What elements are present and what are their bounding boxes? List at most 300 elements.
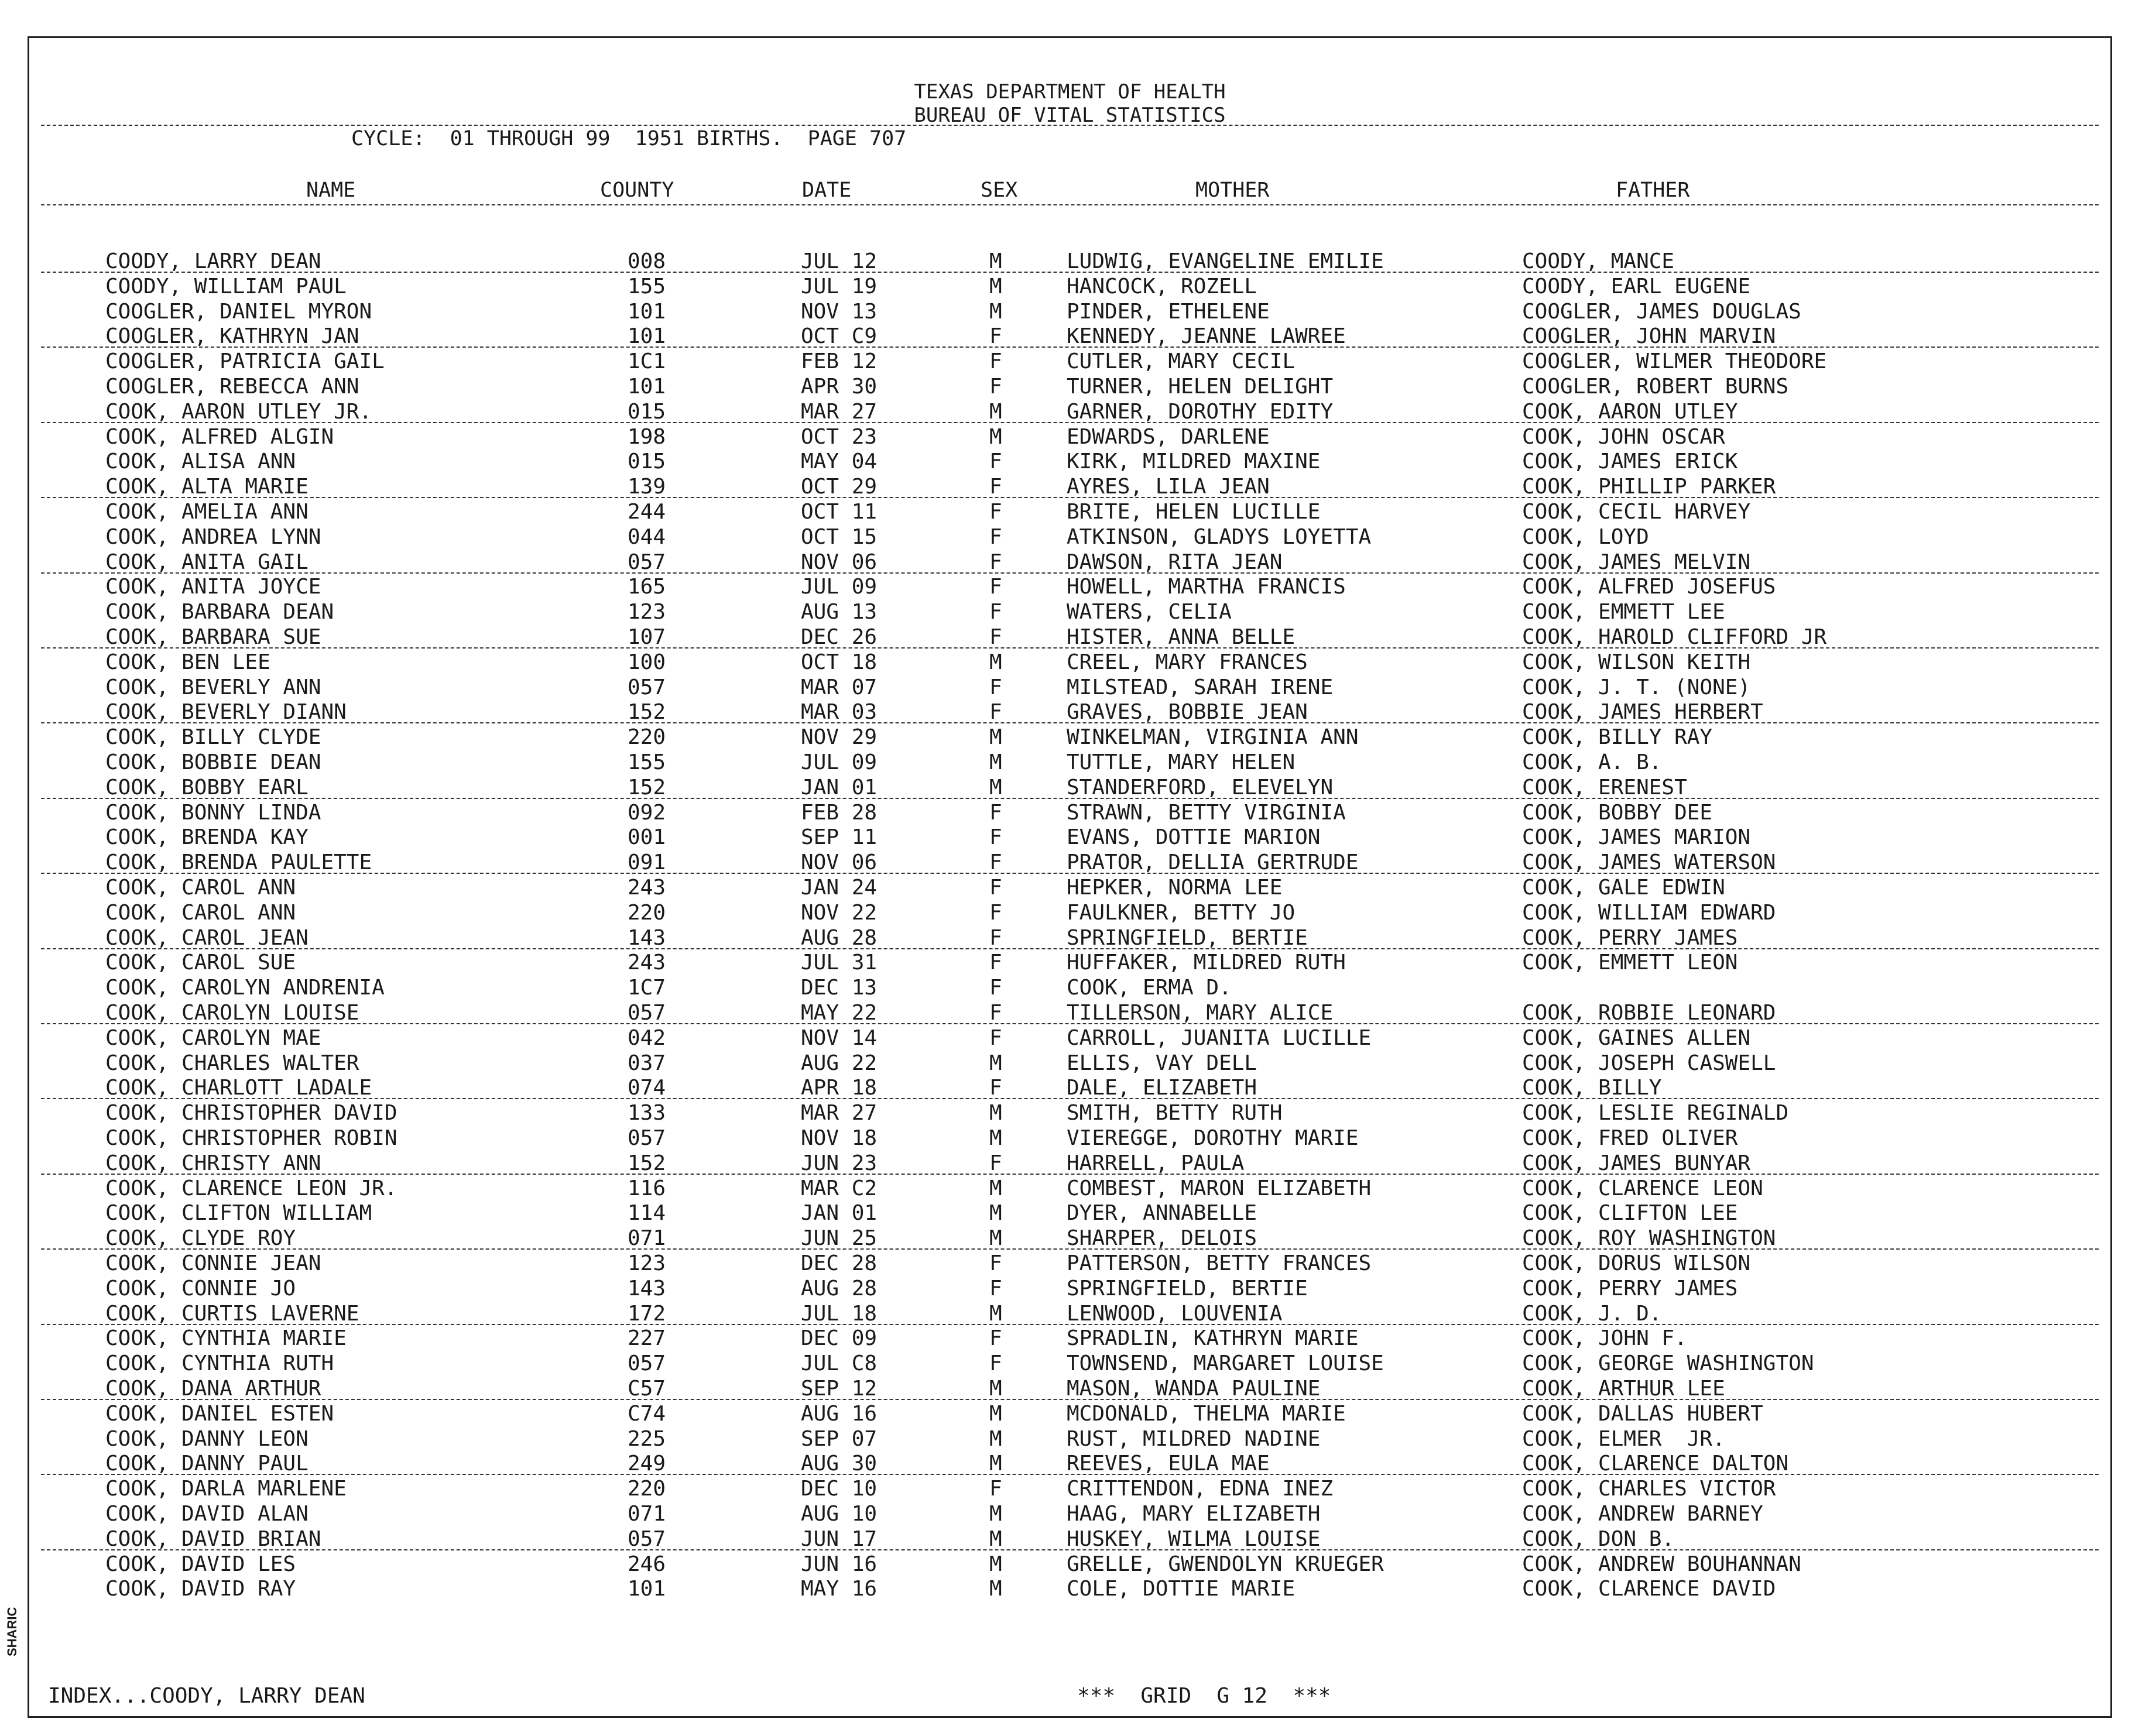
sex-cell: F (989, 951, 1002, 975)
date-cell: NOV 18 (801, 1126, 878, 1150)
father-cell: COOK, HAROLD CLIFFORD JR (1522, 625, 1827, 649)
county-cell: 057 (628, 1001, 666, 1025)
name-cell: COOK, BEN LEE (105, 650, 270, 674)
father-cell: COOK, BOBBY DEE (1522, 800, 1713, 825)
county-cell: 139 (628, 475, 666, 499)
name-cell: COOK, CONNIE JEAN (105, 1251, 321, 1275)
county-cell: 155 (628, 750, 666, 774)
sex-cell: F (989, 524, 1002, 549)
county-cell: 123 (628, 600, 666, 625)
sex-cell: F (989, 375, 1002, 399)
date-cell: JUL 09 (801, 750, 878, 774)
mother-cell: GARNER, DOROTHY EDITY (1067, 399, 1334, 424)
bureau-title: BUREAU OF VITAL STATISTICS (914, 104, 1226, 127)
sex-cell: F (989, 700, 1002, 725)
date-cell: JUL 09 (801, 575, 878, 599)
father-cell: COODY, MANCE (1522, 249, 1675, 273)
father-cell: COOK, PERRY JAMES (1522, 1276, 1738, 1301)
name-cell: COOK, CYNTHIA MARIE (105, 1326, 347, 1351)
father-cell: COOK, JAMES MARION (1522, 825, 1751, 850)
name-cell: COOK, ANITA GAIL (105, 550, 309, 574)
date-cell: FEB 28 (801, 800, 878, 825)
name-cell: COOK, ANITA JOYCE (105, 575, 321, 599)
sex-cell: M (989, 1126, 1002, 1150)
name-cell: COOK, BRENDA PAULETTE (105, 850, 372, 875)
date-cell: NOV 06 (801, 850, 878, 875)
sex-cell: M (989, 1101, 1002, 1126)
county-cell: 001 (628, 825, 666, 850)
column-header-rule (41, 204, 2099, 205)
county-cell: 116 (628, 1176, 666, 1200)
date-cell: NOV 14 (801, 1025, 878, 1050)
date-cell: DEC 10 (801, 1477, 878, 1501)
sex-cell: F (989, 1251, 1002, 1275)
father-cell: COOK, DORUS WILSON (1522, 1251, 1751, 1275)
date-cell: JUL 18 (801, 1301, 878, 1326)
sex-cell: M (989, 750, 1002, 774)
side-mark: SHARIC (5, 1607, 19, 1656)
date-cell: SEP 12 (801, 1377, 878, 1401)
mother-cell: CRITTENDON, EDNA INEZ (1067, 1477, 1334, 1501)
date-cell: AUG 16 (801, 1401, 878, 1426)
row-rule (41, 948, 2099, 949)
sex-cell: F (989, 625, 1002, 649)
mother-cell: ATKINSON, GLADYS LOYETTA (1067, 524, 1372, 549)
sex-cell: F (989, 450, 1002, 474)
sex-cell: M (989, 650, 1002, 674)
sex-cell: F (989, 1477, 1002, 1501)
name-cell: COOK, CHRISTY ANN (105, 1151, 321, 1175)
sex-cell: F (989, 324, 1002, 349)
name-cell: COOK, BILLY CLYDE (105, 725, 321, 750)
date-cell: JAN 24 (801, 876, 878, 900)
date-cell: AUG 28 (801, 1276, 878, 1301)
mother-cell: ELLIS, VAY DELL (1067, 1051, 1257, 1075)
sex-cell: F (989, 850, 1002, 875)
father-cell: COOK, ROY WASHINGTON (1522, 1226, 1776, 1251)
col-header-sex: SEX (981, 179, 1018, 202)
father-cell: COOK, WILLIAM EDWARD (1522, 900, 1776, 925)
county-cell: 057 (628, 1126, 666, 1150)
mother-cell: MILSTEAD, SARAH IRENE (1067, 675, 1334, 699)
name-cell: COOK, DARLA MARLENE (105, 1477, 347, 1501)
father-cell: COOGLER, ROBERT BURNS (1522, 375, 1789, 399)
name-cell: COOGLER, KATHRYN JAN (105, 324, 359, 349)
father-cell: COOK, JAMES WATERSON (1522, 850, 1776, 875)
col-header-county: COUNTY (600, 179, 674, 202)
county-cell: 107 (628, 625, 666, 649)
sex-cell: M (989, 1176, 1002, 1200)
father-cell: COOK, AARON UTLEY (1522, 399, 1738, 424)
father-cell: COOGLER, JOHN MARVIN (1522, 324, 1776, 349)
sex-cell: M (989, 1552, 1002, 1576)
date-cell: DEC 09 (801, 1326, 878, 1351)
county-cell: 091 (628, 850, 666, 875)
mother-cell: TOWNSEND, MARGARET LOUISE (1067, 1351, 1384, 1376)
county-cell: 057 (628, 550, 666, 574)
county-cell: 198 (628, 424, 666, 449)
row-rule (41, 647, 2099, 649)
date-cell: AUG 28 (801, 925, 878, 950)
county-cell: 101 (628, 324, 666, 349)
name-cell: COODY, WILLIAM PAUL (105, 274, 347, 299)
county-cell: 152 (628, 700, 666, 725)
date-cell: NOV 29 (801, 725, 878, 750)
father-cell: COOK, JAMES HERBERT (1522, 700, 1763, 725)
father-cell: COOK, JOHN F. (1522, 1326, 1687, 1351)
date-cell: JUL 12 (801, 249, 878, 273)
mother-cell: PATTERSON, BETTY FRANCES (1067, 1251, 1372, 1275)
county-cell: 1C7 (628, 976, 666, 1000)
row-rule (41, 1248, 2099, 1250)
sex-cell: M (989, 775, 1002, 800)
name-cell: COOK, DANA ARTHUR (105, 1377, 321, 1401)
county-cell: 042 (628, 1025, 666, 1050)
county-cell: 172 (628, 1301, 666, 1326)
name-cell: COOK, BOBBY EARL (105, 775, 309, 800)
date-cell: MAR 27 (801, 399, 878, 424)
sex-cell: F (989, 575, 1002, 599)
county-cell: 015 (628, 399, 666, 424)
father-cell: COOK, ROBBIE LEONARD (1522, 1001, 1776, 1025)
mother-cell: LUDWIG, EVANGELINE EMILIE (1067, 249, 1384, 273)
date-cell: JUN 17 (801, 1526, 878, 1551)
date-cell: MAY 16 (801, 1577, 878, 1601)
father-cell: COOK, GAINES ALLEN (1522, 1025, 1751, 1050)
father-cell: COOK, GEORGE WASHINGTON (1522, 1351, 1814, 1376)
sex-cell: M (989, 725, 1002, 750)
date-cell: JAN 01 (801, 1201, 878, 1226)
mother-cell: RUST, MILDRED NADINE (1067, 1426, 1321, 1451)
name-cell: COOK, CAROLYN MAE (105, 1025, 321, 1050)
mother-cell: COMBEST, MARON ELIZABETH (1067, 1176, 1372, 1200)
county-cell: 1C1 (628, 349, 666, 374)
date-cell: JUN 25 (801, 1226, 878, 1251)
sex-cell: F (989, 600, 1002, 625)
county-cell: 246 (628, 1552, 666, 1576)
father-cell: COOK, ELMER JR. (1522, 1426, 1725, 1451)
mother-cell: AYRES, LILA JEAN (1067, 475, 1270, 499)
date-cell: JAN 01 (801, 775, 878, 800)
county-cell: 225 (628, 1426, 666, 1451)
date-cell: MAR C2 (801, 1176, 878, 1200)
mother-cell: SHARPER, DELOIS (1067, 1226, 1257, 1251)
county-cell: 155 (628, 274, 666, 299)
father-cell: COOK, ALFRED JOSEFUS (1522, 575, 1776, 599)
name-cell: COOK, BARBARA DEAN (105, 600, 334, 625)
date-cell: AUG 22 (801, 1051, 878, 1075)
mother-cell: HUFFAKER, MILDRED RUTH (1067, 951, 1346, 975)
sex-cell: M (989, 274, 1002, 299)
row-rule (41, 1399, 2099, 1400)
sex-cell: M (989, 1526, 1002, 1551)
mother-cell: REEVES, EULA MAE (1067, 1452, 1270, 1476)
sex-cell: M (989, 1401, 1002, 1426)
father-cell: COOK, JAMES MELVIN (1522, 550, 1751, 574)
row-rule (41, 722, 2099, 723)
name-cell: COOK, CYNTHIA RUTH (105, 1351, 334, 1376)
date-cell: OCT 29 (801, 475, 878, 499)
name-cell: COOK, CLARENCE LEON JR. (105, 1176, 397, 1200)
sex-cell: M (989, 424, 1002, 449)
date-cell: DEC 28 (801, 1251, 878, 1275)
cycle-line: CYCLE: 01 THROUGH 99 1951 BIRTHS. PAGE 707 (351, 127, 907, 150)
father-cell: COOK, DALLAS HUBERT (1522, 1401, 1763, 1426)
date-cell: MAY 04 (801, 450, 878, 474)
name-cell: COOK, DANNY LEON (105, 1426, 309, 1451)
row-rule (41, 873, 2099, 874)
county-cell: 101 (628, 1577, 666, 1601)
name-cell: COOK, BONNY LINDA (105, 800, 321, 825)
mother-cell: GRAVES, BOBBIE JEAN (1067, 700, 1308, 725)
date-cell: DEC 13 (801, 976, 878, 1000)
county-cell: 249 (628, 1452, 666, 1476)
date-cell: NOV 06 (801, 550, 878, 574)
sex-cell: M (989, 1301, 1002, 1326)
sex-cell: F (989, 976, 1002, 1000)
name-cell: COOK, AMELIA ANN (105, 500, 309, 524)
county-cell: 220 (628, 1477, 666, 1501)
father-cell: COOK, CLARENCE LEON (1522, 1176, 1763, 1200)
mother-cell: HISTER, ANNA BELLE (1067, 625, 1296, 649)
name-cell: COOK, BEVERLY ANN (105, 675, 321, 699)
date-cell: MAR 27 (801, 1101, 878, 1126)
sex-cell: F (989, 925, 1002, 950)
name-cell: COOK, CAROL ANN (105, 900, 296, 925)
sex-cell: M (989, 1577, 1002, 1601)
name-cell: COOK, CHRISTOPHER ROBIN (105, 1126, 397, 1150)
name-cell: COOK, CHARLOTT LADALE (105, 1076, 372, 1100)
father-cell: COOK, ANDREW BOUHANNAN (1522, 1552, 1801, 1576)
father-cell: COOK, CLIFTON LEE (1522, 1201, 1738, 1226)
mother-cell: KENNEDY, JEANNE LAWREE (1067, 324, 1346, 349)
father-cell: COOK, PERRY JAMES (1522, 925, 1738, 950)
county-cell: 143 (628, 1276, 666, 1301)
header-rule (41, 125, 2099, 126)
sex-cell: M (989, 1426, 1002, 1451)
date-cell: MAR 07 (801, 675, 878, 699)
father-cell: COOK, LESLIE REGINALD (1522, 1101, 1789, 1126)
father-cell: COOK, CLARENCE DALTON (1522, 1452, 1789, 1476)
document-page (28, 36, 2112, 1718)
county-cell: 100 (628, 650, 666, 674)
sex-cell: F (989, 675, 1002, 699)
county-cell: 114 (628, 1201, 666, 1226)
sex-cell: M (989, 1377, 1002, 1401)
county-cell: 152 (628, 775, 666, 800)
mother-cell: GRELLE, GWENDOLYN KRUEGER (1067, 1552, 1384, 1576)
mother-cell: EVANS, DOTTIE MARION (1067, 825, 1321, 850)
col-header-name: NAME (306, 179, 356, 202)
mother-cell: KIRK, MILDRED MAXINE (1067, 450, 1321, 474)
name-cell: COOK, BRENDA KAY (105, 825, 309, 850)
mother-cell: MASON, WANDA PAULINE (1067, 1377, 1321, 1401)
sex-cell: M (989, 399, 1002, 424)
sex-cell: F (989, 825, 1002, 850)
county-cell: 092 (628, 800, 666, 825)
date-cell: DEC 26 (801, 625, 878, 649)
name-cell: COOK, BARBARA SUE (105, 625, 321, 649)
mother-cell: WATERS, CELIA (1067, 600, 1232, 625)
county-cell: 123 (628, 1251, 666, 1275)
date-cell: AUG 30 (801, 1452, 878, 1476)
mother-cell: PRATOR, DELLIA GERTRUDE (1067, 850, 1359, 875)
county-cell: 227 (628, 1326, 666, 1351)
mother-cell: HAAG, MARY ELIZABETH (1067, 1502, 1321, 1526)
name-cell: COOK, BEVERLY DIANN (105, 700, 347, 725)
name-cell: COOGLER, PATRICIA GAIL (105, 349, 385, 374)
mother-cell: BRITE, HELEN LUCILLE (1067, 500, 1321, 524)
date-cell: APR 18 (801, 1076, 878, 1100)
mother-cell: COLE, DOTTIE MARIE (1067, 1577, 1296, 1601)
date-cell: NOV 22 (801, 900, 878, 925)
name-cell: COOK, CURTIS LAVERNE (105, 1301, 359, 1326)
sex-cell: F (989, 1025, 1002, 1050)
mother-cell: TUTTLE, MARY HELEN (1067, 750, 1296, 774)
row-rule (41, 346, 2099, 348)
county-cell: 143 (628, 925, 666, 950)
mother-cell: FAULKNER, BETTY JO (1067, 900, 1296, 925)
name-cell: COOK, DAVID RAY (105, 1577, 296, 1601)
county-cell: 008 (628, 249, 666, 273)
date-cell: MAY 22 (801, 1001, 878, 1025)
name-cell: COOK, ALFRED ALGIN (105, 424, 334, 449)
county-cell: 101 (628, 375, 666, 399)
name-cell: COOK, DANIEL ESTEN (105, 1401, 334, 1426)
mother-cell: HEPKER, NORMA LEE (1067, 876, 1283, 900)
date-cell: AUG 10 (801, 1502, 878, 1526)
father-cell: COOK, PHILLIP PARKER (1522, 475, 1776, 499)
father-cell: COOGLER, JAMES DOUGLAS (1522, 299, 1801, 324)
sex-cell: M (989, 1502, 1002, 1526)
father-cell: COOK, JAMES BUNYAR (1522, 1151, 1751, 1175)
father-cell: COOK, BILLY RAY (1522, 725, 1713, 750)
date-cell: JUL 19 (801, 274, 878, 299)
sex-cell: M (989, 1226, 1002, 1251)
agency-title: TEXAS DEPARTMENT OF HEALTH (914, 80, 1226, 104)
mother-cell: DYER, ANNABELLE (1067, 1201, 1257, 1226)
sex-cell: F (989, 1326, 1002, 1351)
name-cell: COOK, CAROL SUE (105, 951, 296, 975)
date-cell: OCT 11 (801, 500, 878, 524)
sex-cell: F (989, 500, 1002, 524)
sex-cell: F (989, 349, 1002, 374)
sex-cell: F (989, 1351, 1002, 1376)
row-rule (41, 422, 2099, 423)
mother-cell: SPRINGFIELD, BERTIE (1067, 1276, 1308, 1301)
name-cell: COOK, ANDREA LYNN (105, 524, 321, 549)
county-cell: 220 (628, 725, 666, 750)
date-cell: JUL C8 (801, 1351, 878, 1376)
date-cell: APR 30 (801, 375, 878, 399)
mother-cell: HANCOCK, ROZELL (1067, 274, 1257, 299)
name-cell: COOK, ALTA MARIE (105, 475, 309, 499)
name-cell: COOK, CHRISTOPHER DAVID (105, 1101, 397, 1126)
date-cell: JUN 16 (801, 1552, 878, 1576)
father-cell: COODY, EARL EUGENE (1522, 274, 1751, 299)
row-rule (41, 272, 2099, 273)
name-cell: COOK, DAVID BRIAN (105, 1526, 321, 1551)
father-cell: COOK, EMMETT LEON (1522, 951, 1738, 975)
father-cell: COOK, JAMES ERICK (1522, 450, 1738, 474)
mother-cell: LENWOOD, LOUVENIA (1067, 1301, 1283, 1326)
name-cell: COOK, CAROLYN ANDRENIA (105, 976, 385, 1000)
father-cell: COOK, ARTHUR LEE (1522, 1377, 1725, 1401)
county-cell: C74 (628, 1401, 666, 1426)
date-cell: NOV 13 (801, 299, 878, 324)
sex-cell: F (989, 800, 1002, 825)
mother-cell: STANDERFORD, ELEVELYN (1067, 775, 1334, 800)
mother-cell: HUSKEY, WILMA LOUISE (1067, 1526, 1321, 1551)
father-cell: COOK, ANDREW BARNEY (1522, 1502, 1763, 1526)
row-rule (41, 1474, 2099, 1475)
index-footer: INDEX...COODY, LARRY DEAN (48, 1684, 365, 1708)
sex-cell: F (989, 876, 1002, 900)
row-rule (41, 497, 2099, 498)
name-cell: COOGLER, REBECCA ANN (105, 375, 359, 399)
sex-cell: M (989, 299, 1002, 324)
father-cell: COOK, JOHN OSCAR (1522, 424, 1725, 449)
father-cell: COOK, WILSON KEITH (1522, 650, 1751, 674)
sex-cell: F (989, 1151, 1002, 1175)
date-cell: JUN 23 (801, 1151, 878, 1175)
mother-cell: SPRADLIN, KATHRYN MARIE (1067, 1326, 1359, 1351)
county-cell: 071 (628, 1502, 666, 1526)
name-cell: COOK, CLYDE ROY (105, 1226, 296, 1251)
mother-cell: CREEL, MARY FRANCES (1067, 650, 1308, 674)
mother-cell: SMITH, BETTY RUTH (1067, 1101, 1283, 1126)
sex-cell: M (989, 1201, 1002, 1226)
date-cell: SEP 07 (801, 1426, 878, 1451)
father-cell: COOGLER, WILMER THEODORE (1522, 349, 1827, 374)
sex-cell: M (989, 249, 1002, 273)
mother-cell: TILLERSON, MARY ALICE (1067, 1001, 1334, 1025)
name-cell: COOK, BOBBIE DEAN (105, 750, 321, 774)
county-cell: 057 (628, 1351, 666, 1376)
county-cell: 015 (628, 450, 666, 474)
name-cell: COOK, ALISA ANN (105, 450, 296, 474)
name-cell: COOK, DANNY PAUL (105, 1452, 309, 1476)
date-cell: OCT C9 (801, 324, 878, 349)
father-cell: COOK, J. D. (1522, 1301, 1662, 1326)
date-cell: MAR 03 (801, 700, 878, 725)
mother-cell: PINDER, ETHELENE (1067, 299, 1270, 324)
county-cell: 133 (628, 1101, 666, 1126)
date-cell: OCT 15 (801, 524, 878, 549)
date-cell: JUL 31 (801, 951, 878, 975)
father-cell: COOK, BILLY (1522, 1076, 1662, 1100)
mother-cell: VIEREGGE, DOROTHY MARIE (1067, 1126, 1359, 1150)
col-header-date: DATE (802, 179, 852, 202)
sex-cell: F (989, 1001, 1002, 1025)
name-cell: COOK, CAROL ANN (105, 876, 296, 900)
name-cell: COOK, CONNIE JO (105, 1276, 296, 1301)
mother-cell: DALE, ELIZABETH (1067, 1076, 1257, 1100)
mother-cell: HARRELL, PAULA (1067, 1151, 1245, 1175)
father-cell: COOK, EMMETT LEE (1522, 600, 1725, 625)
row-rule (41, 1174, 2099, 1175)
father-cell: COOK, A. B. (1522, 750, 1662, 774)
col-header-father: FATHER (1616, 179, 1690, 202)
father-cell: COOK, LOYD (1522, 524, 1649, 549)
name-cell: COOK, DAVID ALAN (105, 1502, 309, 1526)
father-cell: COOK, ERENEST (1522, 775, 1687, 800)
row-rule (41, 1549, 2099, 1550)
date-cell: OCT 23 (801, 424, 878, 449)
row-rule (41, 798, 2099, 799)
county-cell: 074 (628, 1076, 666, 1100)
county-cell: 037 (628, 1051, 666, 1075)
